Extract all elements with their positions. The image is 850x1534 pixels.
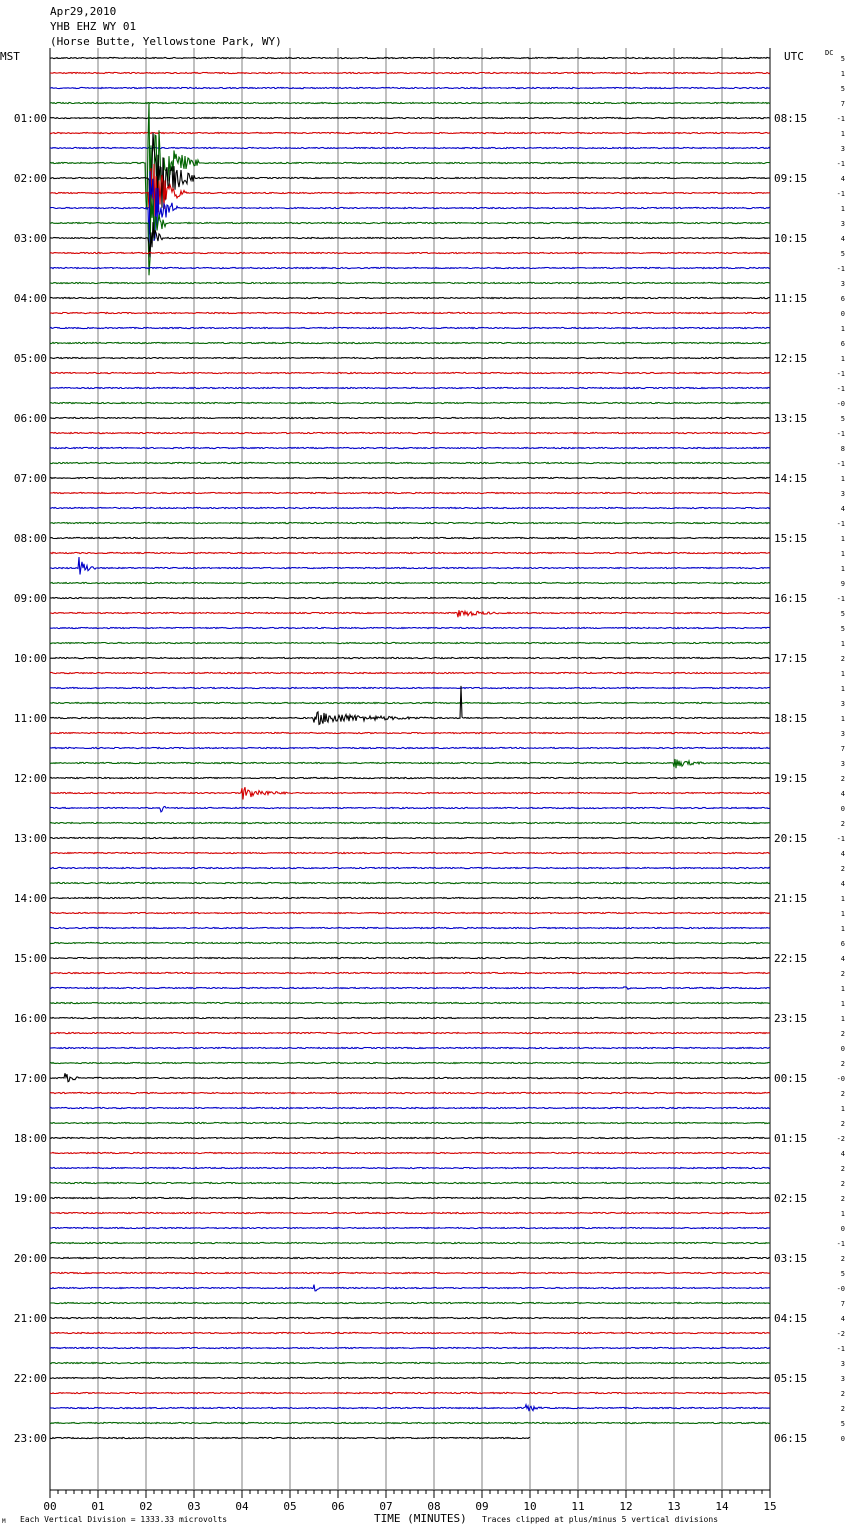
dc-offset-value: 2	[840, 655, 845, 663]
seismic-trace	[50, 252, 770, 253]
seismic-trace	[50, 1073, 770, 1082]
dc-offset-value: 1	[840, 535, 845, 543]
seismic-trace	[50, 147, 770, 148]
utc-hour-label: 08:15	[774, 112, 808, 125]
dc-offset-value: 7	[840, 745, 845, 753]
utc-hour-label: 09:15	[774, 172, 808, 185]
x-tick-label: 07	[379, 1500, 393, 1513]
seismic-trace	[50, 537, 770, 538]
dc-offset-value: 2	[840, 1120, 845, 1128]
dc-offset-value: -1	[836, 430, 845, 438]
seismic-trace	[50, 702, 770, 703]
dc-offset-value: 4	[840, 1150, 845, 1158]
utc-hour-label: 22:15	[774, 952, 808, 965]
dc-offset-value: -1	[836, 370, 845, 378]
x-tick-label: 08	[427, 1500, 441, 1513]
seismic-trace	[50, 807, 770, 812]
dc-offset-value: 3	[840, 1360, 845, 1368]
seismic-trace	[50, 1092, 770, 1093]
dc-offset-value: 0	[840, 1045, 845, 1053]
seismic-trace	[50, 312, 770, 313]
seismic-trace	[50, 642, 770, 643]
dc-offset-value: -1	[836, 385, 845, 393]
x-tick-label: 02	[139, 1500, 153, 1513]
seismic-trace	[50, 132, 770, 133]
seismic-trace	[50, 1167, 770, 1168]
dc-offset-value: 2	[840, 1030, 845, 1038]
mst-hour-label: 08:00	[13, 532, 47, 545]
dc-offset-value: -2	[836, 1135, 845, 1143]
mst-hour-label: 10:00	[13, 652, 47, 665]
seismic-trace	[50, 957, 770, 958]
seismic-trace	[50, 822, 770, 823]
seismic-trace	[50, 57, 770, 58]
mst-hour-label: 16:00	[13, 1012, 47, 1025]
dc-offset-value: 5	[840, 85, 845, 93]
dc-offset-value: 1	[840, 1015, 845, 1023]
seismic-trace	[50, 972, 770, 973]
clip-note: Traces clipped at plus/minus 5 vertical divisions	[482, 1515, 719, 1524]
seismic-trace	[50, 432, 770, 433]
seismic-trace	[50, 557, 770, 575]
dc-offset-value: -0	[836, 1075, 845, 1083]
dc-offset-value: 3	[840, 280, 845, 288]
seismic-trace	[50, 1182, 770, 1183]
x-tick-label: 10	[523, 1500, 537, 1513]
seismic-trace	[50, 297, 770, 298]
dc-offset-value: 0	[840, 1435, 845, 1443]
dc-offset-value: 2	[840, 775, 845, 783]
seismic-trace	[50, 1302, 770, 1303]
dc-offset-value: -1	[836, 265, 845, 273]
dc-offset-value: 4	[840, 880, 845, 888]
utc-hour-label: 23:15	[774, 1012, 808, 1025]
scale-note: Each Vertical Division = 1333.33 microvolts	[20, 1515, 228, 1524]
utc-hour-label: 21:15	[774, 892, 808, 905]
x-tick-label: 13	[667, 1500, 681, 1513]
utc-hour-label: 01:15	[774, 1132, 808, 1145]
dc-offset-value: 3	[840, 700, 845, 708]
dc-offset-value: -1	[836, 460, 845, 468]
utc-hour-label: 11:15	[774, 292, 808, 305]
seismic-trace	[50, 1032, 770, 1033]
dc-offset-value: 1	[840, 925, 845, 933]
utc-hour-label: 13:15	[774, 412, 808, 425]
dc-offset-value: -1	[836, 1240, 845, 1248]
seismic-trace	[50, 402, 770, 403]
logo-mark: M	[2, 1518, 6, 1525]
utc-hour-label: 06:15	[774, 1432, 808, 1445]
seismic-trace	[50, 1377, 770, 1378]
seismic-trace	[50, 897, 770, 898]
seismic-trace	[50, 777, 770, 778]
seismic-trace	[50, 732, 770, 733]
seismic-trace	[50, 1197, 770, 1198]
dc-offset-value: -1	[836, 115, 845, 123]
seismic-trace	[50, 462, 770, 463]
seismic-trace	[50, 1062, 770, 1063]
dc-offset-value: 8	[840, 445, 845, 453]
mst-hour-label: 06:00	[13, 412, 47, 425]
seismic-trace	[50, 1227, 770, 1228]
dc-offset-value: 2	[840, 820, 845, 828]
utc-hour-label: 03:15	[774, 1252, 808, 1265]
dc-offset-value: -1	[836, 520, 845, 528]
dc-offset-value: 4	[840, 235, 845, 243]
utc-hour-label: 19:15	[774, 772, 808, 785]
seismic-trace	[50, 492, 770, 493]
dc-offset-value: 6	[840, 295, 845, 303]
x-tick-label: 04	[235, 1500, 249, 1513]
seismic-trace	[50, 117, 770, 118]
seismic-trace	[50, 1347, 770, 1348]
left-timezone-label: MST	[0, 50, 20, 63]
dc-offset-value: 1	[840, 985, 845, 993]
utc-hour-label: 12:15	[774, 352, 808, 365]
dc-offset-value: 6	[840, 340, 845, 348]
dc-offset-value: 1	[840, 910, 845, 918]
seismic-trace	[50, 852, 770, 853]
seismic-trace	[50, 552, 770, 553]
x-tick-label: 05	[283, 1500, 297, 1513]
dc-offset-value: 2	[840, 1165, 845, 1173]
seismic-trace	[50, 582, 770, 583]
seismic-trace	[50, 1017, 770, 1018]
seismic-trace	[50, 627, 770, 628]
mst-hour-label: 12:00	[13, 772, 47, 785]
x-tick-label: 11	[571, 1500, 585, 1513]
dc-offset-value: 5	[840, 250, 845, 258]
seismic-trace	[50, 1405, 770, 1411]
dc-offset-value: 1	[840, 640, 845, 648]
utc-hour-label: 05:15	[774, 1372, 808, 1385]
seismic-trace	[50, 686, 770, 725]
dc-offset-value: 5	[840, 1270, 845, 1278]
mst-hour-label: 17:00	[13, 1072, 47, 1085]
dc-offset-value: 2	[840, 970, 845, 978]
mst-hour-label: 21:00	[13, 1312, 47, 1325]
dc-offset-value: 5	[840, 610, 845, 618]
seismic-trace	[50, 759, 770, 768]
mst-hour-label: 20:00	[13, 1252, 47, 1265]
dc-offset-value: 5	[840, 415, 845, 423]
dc-offset-value: 1	[840, 1105, 845, 1113]
seismic-trace	[50, 357, 770, 358]
utc-hour-label: 20:15	[774, 832, 808, 845]
mst-hour-label: 04:00	[13, 292, 47, 305]
dc-offset-value: 7	[840, 1300, 845, 1308]
seismic-trace	[50, 687, 770, 688]
dc-offset-value: -0	[836, 400, 845, 408]
utc-hour-label: 14:15	[774, 472, 808, 485]
seismic-trace	[50, 1362, 770, 1363]
seismic-trace	[50, 507, 770, 508]
seismic-trace	[50, 282, 770, 283]
date-label: Apr29,2010	[50, 5, 117, 18]
seismic-trace	[50, 942, 770, 943]
mst-hour-label: 05:00	[13, 352, 47, 365]
mst-hour-label: 22:00	[13, 1372, 47, 1385]
dc-offset-value: 0	[840, 805, 845, 813]
x-tick-label: 06	[331, 1500, 345, 1513]
dc-offset-value: -1	[836, 1345, 845, 1353]
seismic-trace	[50, 417, 770, 418]
mst-hour-label: 18:00	[13, 1132, 47, 1145]
seismic-trace	[50, 1212, 770, 1213]
dc-offset-value: 5	[840, 55, 845, 63]
seismic-trace	[50, 327, 770, 328]
utc-hour-label: 17:15	[774, 652, 808, 665]
dc-offset-value: 2	[840, 1390, 845, 1398]
seismic-trace	[50, 747, 770, 748]
seismic-trace	[50, 1332, 770, 1333]
dc-offset-value: 3	[840, 145, 845, 153]
dc-offset-value: 3	[840, 490, 845, 498]
seismic-trace	[50, 927, 770, 928]
dc-offset-value: 9	[840, 580, 845, 588]
seismic-trace	[50, 1137, 770, 1138]
dc-offset-value: 1	[840, 325, 845, 333]
dc-offset-value: 1	[840, 670, 845, 678]
seismic-trace	[50, 372, 770, 373]
seismic-trace	[50, 447, 770, 448]
dc-offset-value: 5	[840, 625, 845, 633]
seismic-trace	[50, 1257, 770, 1258]
x-tick-label: 03	[187, 1500, 201, 1513]
mst-hour-label: 07:00	[13, 472, 47, 485]
dc-offset-value: 2	[840, 1195, 845, 1203]
dc-offset-value: -2	[836, 1330, 845, 1338]
utc-hour-label: 10:15	[774, 232, 808, 245]
seismic-trace	[50, 787, 770, 799]
dc-offset-value: -1	[836, 160, 845, 168]
x-tick-label: 00	[43, 1500, 57, 1513]
seismic-trace	[50, 867, 770, 868]
dc-offset-value: 1	[840, 1000, 845, 1008]
mst-hour-label: 11:00	[13, 712, 47, 725]
dc-offset-value: -1	[836, 595, 845, 603]
dc-offset-value: 4	[840, 790, 845, 798]
seismic-trace	[50, 387, 770, 388]
dc-offset-value: 3	[840, 760, 845, 768]
mst-hour-label: 14:00	[13, 892, 47, 905]
dc-offset-value: 1	[840, 715, 845, 723]
seismic-trace	[50, 882, 770, 883]
seismic-trace	[50, 912, 770, 913]
dc-offset-value: 1	[840, 550, 845, 558]
dc-offset-value: 1	[840, 685, 845, 693]
dc-offset-value: 6	[840, 940, 845, 948]
dc-offset-value: -0	[836, 1285, 845, 1293]
dc-offset-value: 1	[840, 205, 845, 213]
seismic-trace	[50, 1002, 770, 1003]
dc-offset-value: 0	[840, 310, 845, 318]
dc-offset-value: 2	[840, 1060, 845, 1068]
utc-hour-label: 04:15	[774, 1312, 808, 1325]
dc-offset-value: 2	[840, 1255, 845, 1263]
dc-offset-value: 7	[840, 100, 845, 108]
x-tick-label: 12	[619, 1500, 633, 1513]
dc-offset-value: 3	[840, 220, 845, 228]
dc-offset-value: 3	[840, 730, 845, 738]
dc-offset-value: 1	[840, 1210, 845, 1218]
mst-hour-label: 15:00	[13, 952, 47, 965]
station-label: YHB EHZ WY 01	[50, 20, 137, 33]
seismic-trace	[50, 1285, 770, 1291]
utc-hour-label: 18:15	[774, 712, 808, 725]
seismic-trace	[50, 267, 770, 268]
dc-offset-value: 1	[840, 475, 845, 483]
seismic-trace	[50, 1242, 770, 1243]
right-timezone-label: UTC	[784, 50, 804, 63]
seismic-trace	[50, 522, 770, 523]
dc-offset-value: 1	[840, 70, 845, 78]
dc-offset-value: 4	[840, 175, 845, 183]
seismic-trace	[50, 987, 770, 990]
x-axis-title: TIME (MINUTES)	[374, 1512, 467, 1525]
dc-offset-value: 4	[840, 955, 845, 963]
seismic-trace	[50, 1122, 770, 1123]
location-label: (Horse Butte, Yellowstone Park, WY)	[50, 35, 282, 48]
dc-offset-value: 2	[840, 1090, 845, 1098]
utc-hour-label: 16:15	[774, 592, 808, 605]
dc-offset-value: 2	[840, 1405, 845, 1413]
mst-hour-label: 02:00	[13, 172, 47, 185]
dc-offset-value: -1	[836, 835, 845, 843]
seismic-trace	[50, 342, 770, 343]
dc-offset-value: 4	[840, 505, 845, 513]
dc-offset-value: 3	[840, 1375, 845, 1383]
x-tick-label: 09	[475, 1500, 489, 1513]
dc-offset-value: -1	[836, 190, 845, 198]
seismic-trace	[50, 1047, 770, 1048]
seismic-trace	[50, 477, 770, 478]
mst-hour-label: 01:00	[13, 112, 47, 125]
mst-hour-label: 09:00	[13, 592, 47, 605]
seismic-trace	[50, 1152, 770, 1153]
x-tick-label: 01	[91, 1500, 105, 1513]
seismic-trace	[50, 72, 770, 73]
seismic-trace	[50, 657, 770, 658]
dc-offset-value: 1	[840, 895, 845, 903]
dc-offset-value: 4	[840, 1315, 845, 1323]
seismic-trace	[50, 672, 770, 673]
mst-hour-label: 19:00	[13, 1192, 47, 1205]
seismic-trace	[50, 1422, 770, 1423]
dc-offset-value: 0	[840, 1225, 845, 1233]
mst-hour-label: 03:00	[13, 232, 47, 245]
seismic-trace	[50, 1392, 770, 1393]
dc-offset-value: 1	[840, 355, 845, 363]
dc-offset-value: 4	[840, 850, 845, 858]
dc-offset-value: 2	[840, 865, 845, 873]
seismic-trace	[50, 1317, 770, 1318]
mst-hour-label: 13:00	[13, 832, 47, 845]
seismic-trace	[50, 102, 770, 103]
dc-offset-header: DC	[825, 49, 834, 57]
seismic-trace	[50, 610, 770, 617]
seismic-trace	[50, 597, 770, 598]
seismic-trace	[50, 837, 770, 838]
seismic-trace	[50, 1272, 770, 1273]
dc-offset-value: 2	[840, 1180, 845, 1188]
seismic-trace	[50, 1107, 770, 1108]
x-tick-label: 14	[715, 1500, 729, 1513]
dc-offset-value: 5	[840, 1420, 845, 1428]
utc-hour-label: 15:15	[774, 532, 808, 545]
dc-offset-value: 1	[840, 565, 845, 573]
mst-hour-label: 23:00	[13, 1432, 47, 1445]
utc-hour-label: 02:15	[774, 1192, 808, 1205]
x-tick-label: 15	[763, 1500, 777, 1513]
utc-hour-label: 00:15	[774, 1072, 808, 1085]
seismic-trace	[50, 87, 770, 88]
dc-offset-value: 1	[840, 130, 845, 138]
